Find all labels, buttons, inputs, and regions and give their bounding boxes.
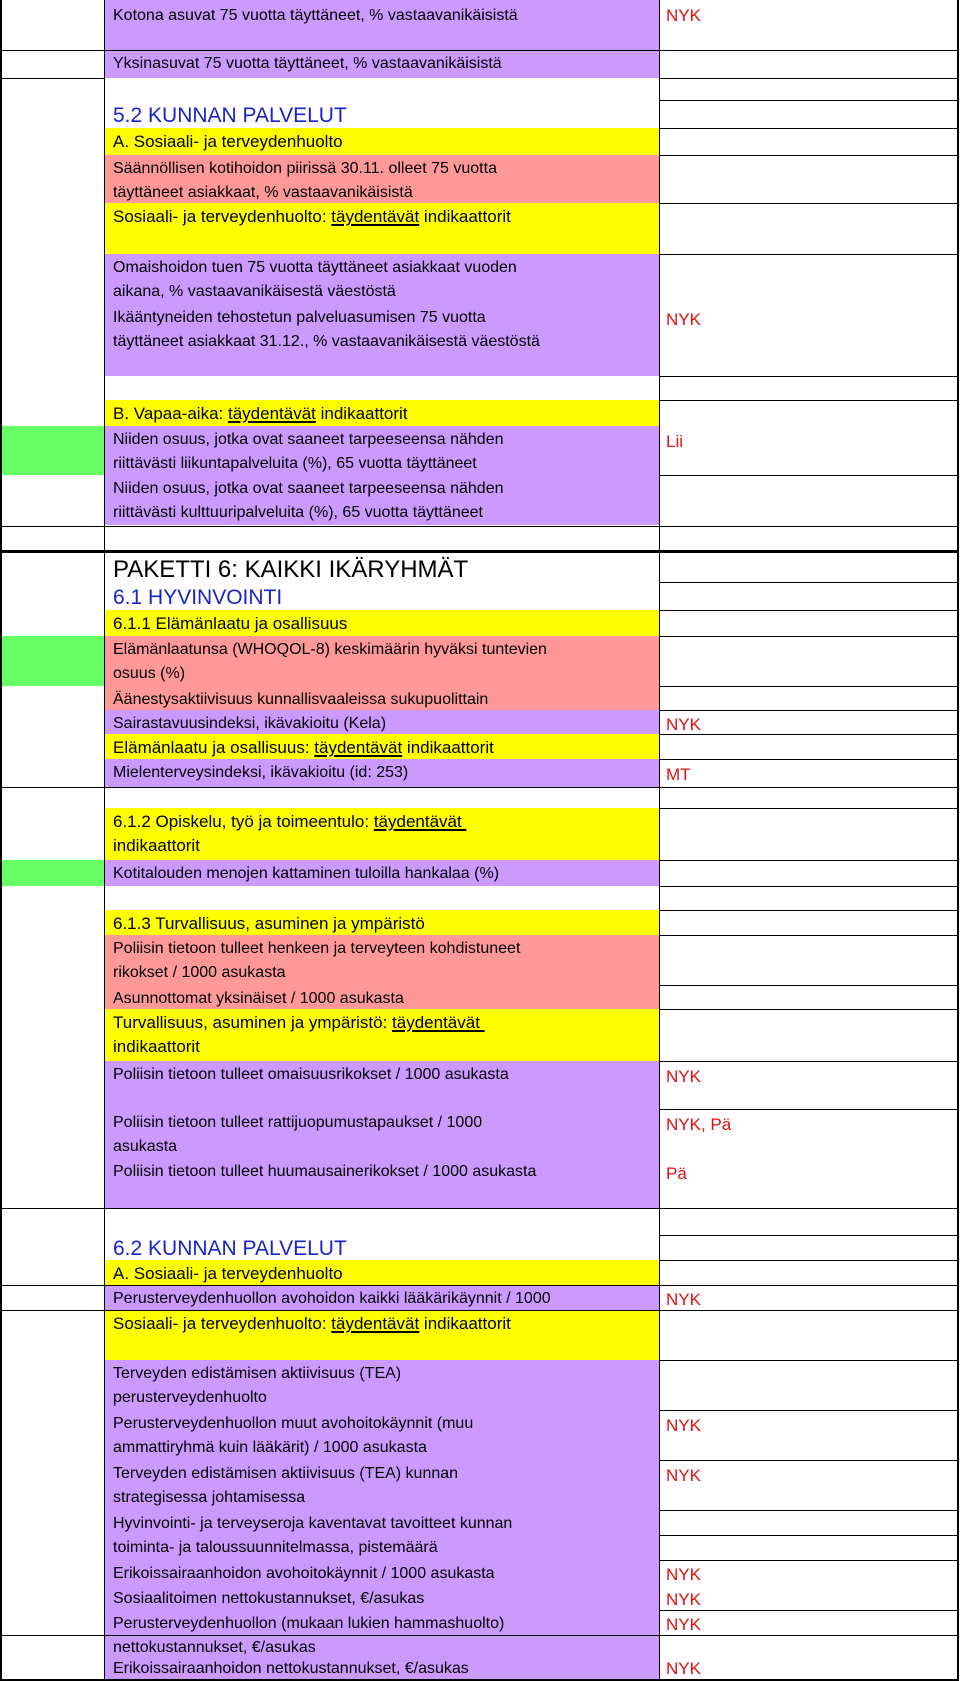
supplementary-heading: 6.1.2 Opiskelu, työ ja toimeentulo: täydentävät indikaattorit <box>113 812 467 855</box>
source-tag: NYK <box>666 1416 701 1435</box>
source-tag: NYK <box>666 1590 701 1609</box>
indicator-label: Hyvinvointi- ja terveyseroja kaventavat tavoitteet kunnan toiminta- ja taloussuunnitelmassa, pistemäärä <box>113 1515 513 1556</box>
section-heading: 5.2 KUNNAN PALVELUT <box>113 104 347 127</box>
fill-green-marker <box>0 860 105 886</box>
indicator-label: Sairastavuusindeksi, ikävakioitu (Kela) <box>113 715 387 732</box>
indicator-label: Kotona asuvat 75 vuotta täyttäneet, % vastaavanikäisistä <box>113 7 518 24</box>
grid-line <box>659 376 959 377</box>
subsection-heading: 6.1.3 Turvallisuus, asuminen ja ympäristö <box>113 914 425 933</box>
grid-line <box>0 78 105 79</box>
source-tag: Lii <box>666 432 684 451</box>
grid-line <box>659 475 959 476</box>
source-tag: NYK <box>666 1290 701 1309</box>
grid-line <box>659 1260 959 1261</box>
grid-line <box>659 1535 959 1536</box>
indicator-label: Niiden osuus, jotka ovat saaneet tarpeeseensa nähden riittävästi liikuntapalveluita (%), 65 vuotta täyttäneet <box>113 431 504 472</box>
indicator-label: Sosiaalitoimen nettokustannukset, €/asukas <box>113 1590 425 1607</box>
supplementary-heading: Sosiaali- ja terveydenhuolto: täydentävät indikaattorit <box>113 1314 511 1333</box>
grid-line <box>659 1510 959 1511</box>
indicator-label: Poliisin tietoon tulleet henkeen ja terveyteen kohdistuneet rikokset / 1000 asukasta <box>113 940 521 981</box>
source-tag: MT <box>666 765 691 784</box>
grid-line <box>659 78 959 79</box>
subsection-heading: A. Sosiaali- ja terveydenhuolto <box>113 1264 343 1283</box>
indicator-label: Säännöllisen kotihoidon piirissä 30.11. olleet 75 vuotta täyttäneet asiakkaat, % vastaavanikäisistä <box>113 160 497 201</box>
subsection-heading: A. Sosiaali- ja terveydenhuolto <box>113 132 343 151</box>
source-tag: NYK <box>666 1565 701 1584</box>
grid-line <box>659 610 959 611</box>
source-tag: NYK <box>666 1466 701 1485</box>
grid-line <box>659 100 959 101</box>
grid-line <box>659 155 959 156</box>
grid-line <box>659 910 959 911</box>
subsection-heading: 6.1.1 Elämänlaatu ja osallisuus <box>113 614 348 633</box>
fill-green-marker <box>0 426 105 475</box>
grid-line <box>659 759 959 760</box>
indicator-label: Terveyden edistämisen aktiivisuus (TEA) kunnan strategisessa johtamisessa <box>113 1465 459 1506</box>
section-heading: 6.1 HYVINVOINTI <box>113 586 283 609</box>
grid-line <box>659 254 959 255</box>
grid-line <box>659 1460 959 1461</box>
fill-green-marker <box>0 636 105 686</box>
indicator-label: Ikääntyneiden tehostetun palveluasumisen 75 vuotta täyttäneet asiakkaat 31.12., % vastaavanikäisestä väestöstä <box>113 309 540 350</box>
indicator-label: Niiden osuus, jotka ovat saaneet tarpeeseensa nähden riittävästi kulttuuripalveluita (%), 65 vuotta täyttäneet <box>113 480 504 521</box>
supplementary-heading: Elämänlaatu ja osallisuus: täydentävät indikaattorit <box>113 738 494 757</box>
grid-line <box>659 128 959 129</box>
section-heading: 6.2 KUNNAN PALVELUT <box>113 1237 347 1260</box>
indicator-label: Omaishoidon tuen 75 vuotta täyttäneet asiakkaat vuoden aikana, % vastaavanikäisestä väestöstä <box>113 259 517 300</box>
indicator-label: Kotitalouden menojen kattaminen tuloilla hankalaa (%) <box>113 865 500 882</box>
grid-line <box>659 1061 959 1062</box>
source-tag: NYK <box>666 715 701 734</box>
package-heading: PAKETTI 6: KAIKKI IKÄRYHMÄT <box>113 556 469 583</box>
grid-line <box>659 1410 959 1411</box>
grid-line <box>957 0 959 1681</box>
indicator-label: Poliisin tietoon tulleet huumausainerikokset / 1000 asukasta <box>113 1163 537 1180</box>
supplementary-heading: Sosiaali- ja terveydenhuolto: täydentävät indikaattorit <box>113 207 511 226</box>
source-tag: Pä <box>666 1164 687 1183</box>
grid-line <box>659 985 959 986</box>
grid-line <box>659 935 959 936</box>
source-tag: NYK <box>666 1067 701 1086</box>
source-tag: NYK <box>666 6 701 25</box>
grid-line <box>0 526 959 527</box>
indicator-label: Asunnottomat yksinäiset / 1000 asukasta <box>113 990 404 1007</box>
grid-line <box>0 787 959 788</box>
indicator-label: Äänestysaktiivisuus kunnallisvaaleissa sukupuolittain <box>113 691 489 708</box>
source-tag: NYK <box>666 1659 701 1678</box>
source-tag: NYK <box>666 1615 701 1634</box>
grid-line <box>659 1560 959 1561</box>
grid-line <box>659 686 959 687</box>
indicator-label: Erikoissairaanhoidon nettokustannukset, €/asukas <box>113 1660 469 1677</box>
grid-line <box>659 1235 959 1236</box>
grid-line <box>659 710 959 711</box>
source-tag: NYK, Pä <box>666 1115 732 1134</box>
grid-line <box>659 886 959 887</box>
indicator-label: Perusterveydenhuollon muut avohoitokäynnit (muu ammattiryhmä kuin lääkärit) / 1000 asukasta <box>113 1415 474 1456</box>
grid-line <box>659 1109 959 1110</box>
grid-line <box>659 582 959 583</box>
indicator-label: Mielenterveysindeksi, ikävakioitu (id: 253) <box>113 764 409 781</box>
supplementary-heading: B. Vapaa-aika: täydentävät indikaattorit <box>113 404 408 423</box>
grid-line <box>0 1208 959 1209</box>
grid-line <box>659 1009 959 1010</box>
grid-line <box>659 1610 959 1611</box>
grid-line <box>659 808 959 809</box>
grid-line <box>659 400 959 401</box>
grid-line <box>659 636 959 637</box>
grid-line <box>659 203 959 204</box>
grid-line <box>0 0 2 1681</box>
indicator-label: Yksinasuvat 75 vuotta täyttäneet, % vastaavanikäisistä <box>113 55 502 72</box>
indicator-label: Erikoissairaanhoidon avohoitokäynnit / 1000 asukasta <box>113 1565 495 1582</box>
supplementary-heading: Turvallisuus, asuminen ja ympäristö: täydentävät indikaattorit <box>113 1013 485 1056</box>
indicator-label: Perusterveydenhuollon avohoidon kaikki lääkärikäynnit / 1000 <box>113 1290 551 1307</box>
indicator-label: Elämänlaatunsa (WHOQOL-8) keskimäärin hyväksi tuntevien osuus (%) <box>113 641 547 682</box>
indicator-label: Perusterveydenhuollon (mukaan lukien hammashuolto) nettokustannukset, €/asukas <box>113 1615 505 1656</box>
grid-line <box>659 1360 959 1361</box>
indicator-label: Poliisin tietoon tulleet rattijuopumustapaukset / 1000 asukasta <box>113 1114 483 1155</box>
source-tag: NYK <box>666 310 701 329</box>
grid-line <box>659 734 959 735</box>
grid-line <box>659 860 959 861</box>
indicator-label: Terveyden edistämisen aktiivisuus (TEA) perusterveydenhuolto <box>113 1365 402 1406</box>
indicator-label: Poliisin tietoon tulleet omaisuusrikokset / 1000 asukasta <box>113 1066 509 1083</box>
